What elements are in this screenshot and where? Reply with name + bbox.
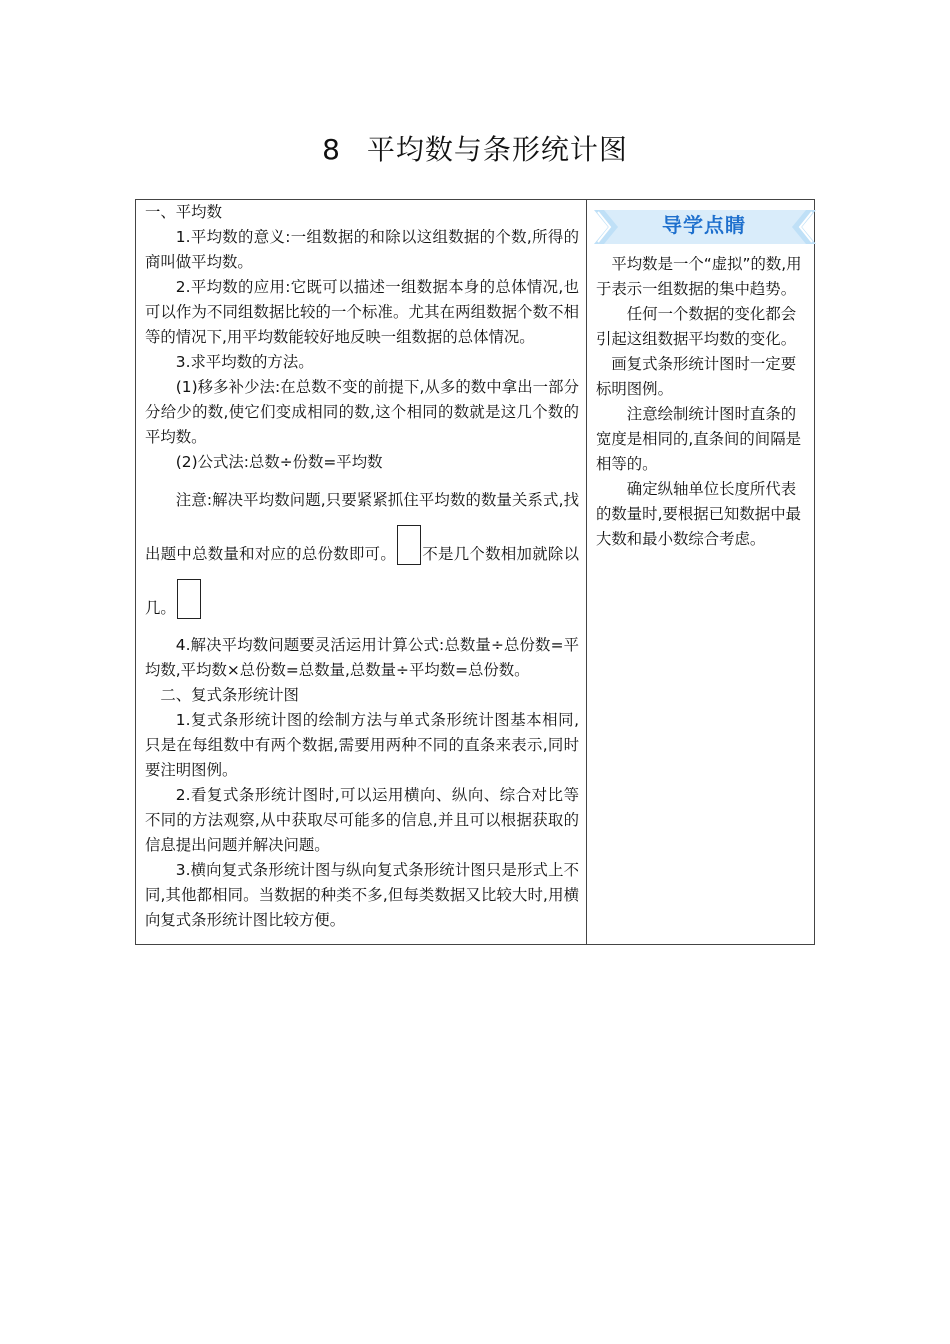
blank-box	[397, 525, 421, 565]
section-heading-bar-chart: 二、复式条形统计图	[160, 686, 299, 704]
banner-title: 导学点睛	[662, 213, 746, 237]
tip-bar-width: 注意绘制统计图时直条的宽度是相同的,直条间的间隔是相等的。	[596, 405, 801, 473]
section-heading-average: 一、平均数	[145, 203, 222, 221]
tip-average-changes: 任何一个数据的变化都会引起这组数据平均数的变化。	[596, 305, 797, 348]
paragraph-bar-chart-reading: 2.看复式条形统计图时,可以运用横向、纵向、综合对比等不同的方法观察,从中获取尽可能多的信息,并且可以根据获取的信息提出问题并解决问题。	[145, 786, 579, 854]
paragraph-average-meaning: 1.平均数的意义:一组数据的和除以这组数据的个数,所得的商叫做平均数。	[145, 228, 579, 271]
paragraph-method-formula: (2)公式法:总数÷份数=平均数	[175, 453, 383, 471]
paragraph-method-balance: (1)移多补少法:在总数不变的前提下,从多的数中拿出一部分分给少的数,使它们变成相同的数,这个相同的数就是这几个数的平均数。	[145, 378, 579, 446]
column-divider	[586, 199, 587, 945]
note-text-2: 不是几个数相加就除以几。	[145, 545, 579, 617]
tip-virtual-average: 平均数是一个“虚拟”的数,用于表示一组数据的集中趋势。	[596, 255, 802, 298]
chapter-number: 8	[322, 133, 341, 166]
chapter-title: 平均数与条形统计图	[366, 133, 628, 166]
page-title	[0, 128, 950, 168]
paragraph-average-formulas: 4.解决平均数问题要灵活运用计算公式:总数量÷总份数=平均数,平均数×总份数=总数量,总数量÷平均数=总份数。	[145, 636, 579, 679]
paragraph-average-application: 2.平均数的应用:它既可以描述一组数据本身的总体情况,也可以作为不同组数据比较的一个标准。尤其在两组数据个数不相等的情况下,用平均数能较好地反映一组数据的总体情况。	[145, 278, 579, 346]
paragraph-note	[145, 475, 579, 633]
paragraph-average-methods: 3.求平均数的方法。	[175, 353, 314, 371]
paragraph-bar-chart-orientation: 3.横向复式条形统计图与纵向复式条形统计图只是形式上不同,其他都相同。当数据的种类不多,但每类数据又比较大时,用横向复式条形统计图比较方便。	[145, 861, 579, 929]
note-text-1: 注意:解决平均数问题,只要紧紧抓住平均数的数量关系式,找出题中总数量和对应的总份数即可。	[145, 491, 579, 563]
tip-axis-unit: 确定纵轴单位长度所代表的数量时,要根据已知数据中最大数和最小数综合考虑。	[596, 480, 801, 548]
blank-box	[177, 579, 201, 619]
main-column	[145, 200, 579, 933]
side-column	[596, 200, 804, 552]
tip-legend: 画复式条形统计图时一定要标明图例。	[596, 355, 797, 398]
paragraph-bar-chart-drawing: 1.复式条形统计图的绘制方法与单式条形统计图基本相同,只是在每组数中有两个数据,需要用两种不同的直条来表示,同时要注明图例。	[145, 711, 579, 779]
guide-banner	[594, 200, 804, 252]
